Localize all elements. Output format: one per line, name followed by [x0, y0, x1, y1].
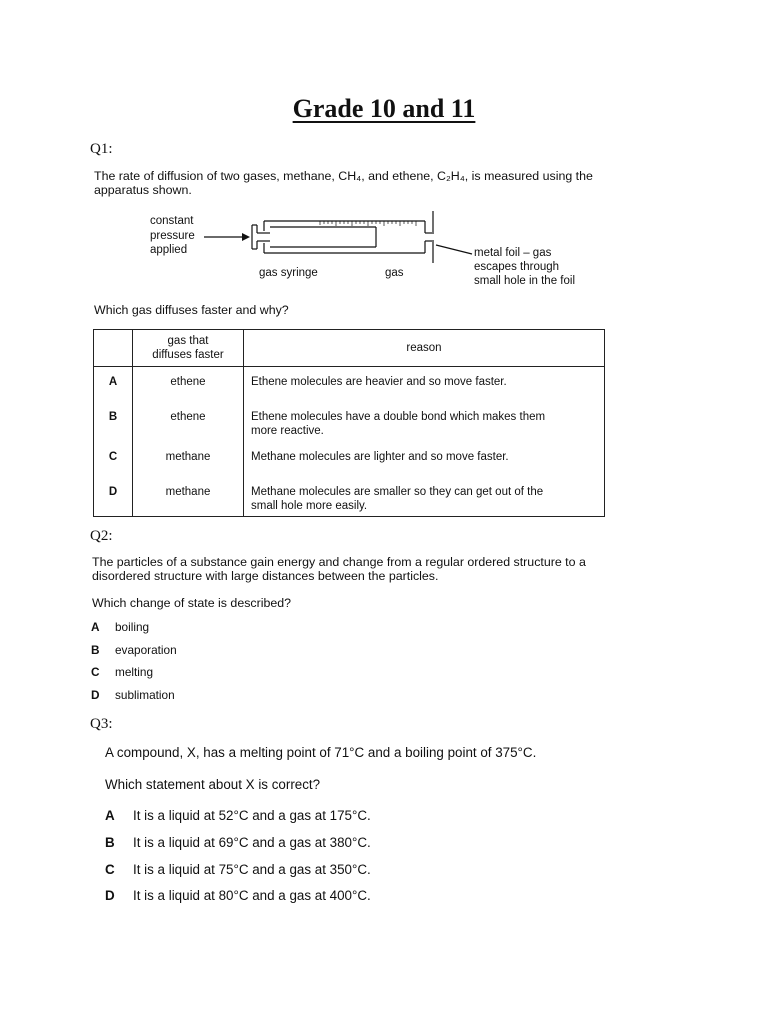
q3-option[interactable] [105, 835, 371, 850]
option-text: It is a liquid at 52°C and a gas at 175°C. [133, 808, 371, 823]
option-text: melting [115, 665, 154, 679]
q3-label: Q3: [90, 716, 113, 732]
row-gas: methane [133, 477, 244, 517]
option-text: It is a liquid at 80°C and a gas at 400°C. [133, 888, 371, 903]
q2-option[interactable] [91, 688, 175, 702]
row-reason [244, 442, 605, 477]
table-row[interactable] [94, 477, 605, 517]
option-key: B [91, 643, 100, 657]
q2-label: Q2: [90, 528, 113, 544]
option-key: D [91, 688, 100, 702]
option-key: A [105, 808, 115, 823]
option-key: C [105, 862, 115, 877]
pressure-label-3: applied [150, 244, 188, 256]
q3-option[interactable] [105, 888, 371, 903]
option-text: evaporation [115, 643, 177, 657]
q1-question: Which gas diffuses faster and why? [94, 303, 289, 317]
page-title: Grade 10 and 11 [292, 94, 476, 123]
header-gas-line1: gas that [167, 335, 209, 347]
row-reason-line1: Ethene molecules are heavier and so move faster. [251, 376, 507, 388]
header-reason: reason [244, 330, 605, 367]
q3-option[interactable] [105, 862, 371, 877]
row-reason-line1: Methane molecules are smaller so they can get out of the [251, 485, 544, 498]
option-text: sublimation [115, 688, 175, 702]
row-reason-line1: Ethene molecules have a double bond which makes them [251, 410, 546, 423]
gas-label: gas [385, 267, 404, 279]
row-key: D [94, 477, 133, 517]
q2-stem-line1: The particles of a substance gain energy and change from a regular ordered structure to a [92, 555, 586, 569]
q1-label: Q1: [90, 141, 113, 157]
row-reason-line1: Methane molecules are lighter and so move faster. [251, 450, 509, 463]
q3-question: Which statement about X is correct? [105, 777, 321, 792]
row-gas: ethene [133, 402, 244, 442]
table-row[interactable] [94, 442, 605, 477]
q2-option[interactable] [91, 665, 153, 679]
row-gas: methane [133, 442, 244, 477]
q1-options-table [93, 329, 605, 517]
row-reason [244, 367, 605, 402]
row-key: B [94, 402, 133, 442]
syringe-label: gas syringe [259, 267, 318, 279]
row-gas: ethene [133, 367, 244, 402]
row-reason [244, 402, 605, 442]
q1-stem-line2: apparatus shown. [94, 183, 192, 197]
q2-option[interactable] [91, 620, 149, 634]
row-reason-line2: more reactive. [251, 424, 324, 437]
q3-option[interactable] [105, 808, 371, 823]
foil-label-2: escapes through [474, 261, 560, 273]
table-row[interactable] [94, 367, 605, 402]
q3-stem: A compound, X, has a melting point of 71°C and a boiling point of 375°C. [105, 745, 537, 760]
foil-label-3: small hole in the foil [474, 275, 575, 287]
gas-syringe-diagram [200, 205, 480, 270]
option-key: A [91, 620, 100, 634]
row-key: C [94, 442, 133, 477]
header-key-cell [94, 330, 133, 367]
option-text: boiling [115, 620, 150, 634]
header-gas-cell [133, 330, 244, 367]
row-reason [244, 477, 605, 517]
foil-label-1: metal foil – gas [474, 247, 552, 259]
q2-option[interactable] [91, 643, 177, 657]
pressure-label-1: constant [150, 215, 194, 227]
row-key: A [94, 367, 133, 402]
option-key: C [91, 665, 100, 679]
option-text: It is a liquid at 75°C and a gas at 350°C. [133, 862, 371, 877]
option-text: It is a liquid at 69°C and a gas at 380°C. [133, 835, 371, 850]
q2-question: Which change of state is described? [92, 596, 292, 610]
pressure-label-2: pressure [150, 230, 195, 242]
option-key: B [105, 835, 115, 850]
table-row[interactable] [94, 402, 605, 442]
table-header-row [94, 330, 605, 367]
q2-stem-line2: disordered structure with large distances between the particles. [92, 569, 439, 583]
q1-stem-line1: The rate of diffusion of two gases, methane, CH₄, and ethene, C₂H₄, is measured using the [94, 169, 593, 183]
header-gas-line2: diffuses faster [152, 349, 224, 361]
row-reason-line2: small hole more easily. [251, 499, 368, 512]
option-key: D [105, 888, 115, 903]
